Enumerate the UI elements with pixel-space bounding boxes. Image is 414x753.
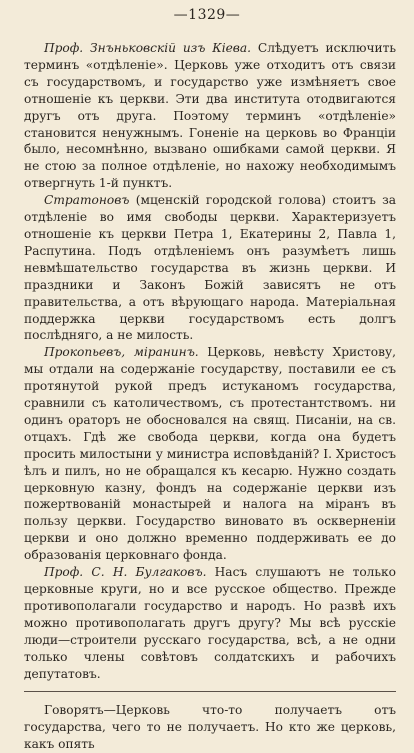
paragraph-zenkovsky xyxy=(24,40,396,192)
speaker-name: Стратоновъ xyxy=(44,193,130,208)
paragraph-bulgakov xyxy=(24,564,396,682)
separator-rule xyxy=(24,691,396,692)
paragraph-continuation xyxy=(24,702,396,753)
paragraph-text: Церковь, невѣсту Христову, мы отдали на содержаніе государству, поставили ее съ протянутой рукой предъ истуканомъ государства, сравнили съ католичествомъ, съ протестантствомъ. ни одинъ ораторъ не обосновался на свящ. Писаніи, на св. отцахъ. Гдѣ же свобода церкви, когда она будетъ просить милостыни у министра исповѣданій? I. Христосъ ѣлъ и пилъ, но не обращался къ кесарю. Нужно создать церковную казну, фондъ на содержаніе церкви изъ пожертвованій монастырей и налога на міранъ въ пользу церкви. Государство виновато въ оскверненіи церкви и оно должно временно поддерживать ее до образованія церковнаго фонда. xyxy=(24,345,396,563)
speaker-name: Проф. С. Н. Булгаковъ. xyxy=(44,565,207,580)
paragraph-text: Говорятъ—Церковь что-то получаетъ отъ государства, чего то не получаетъ. Но кто же церковь, какъ опять xyxy=(24,703,396,752)
paragraph-text: Насъ слушаютъ не только церковные круги, но и все русское общество. Прежде противополагали государство и народъ. Но развѣ ихъ можно противополагать другъ другу? Мы всѣ русскіе люди—строители русскаго государства, всѣ, а не одни только члены совѣтовъ солдатскихъ и рабочихъ депутатовъ. xyxy=(24,565,396,681)
paragraph-text: Слѣдуетъ исключить терминъ «отдѣленіе». Церковь уже отходитъ отъ связи съ государствомъ, и государство уже измѣняетъ свое отношеніе къ церкви. Эти два института отодвигаются другъ отъ друга. Поэтому терминъ «отдѣленіе» становится ненужнымъ. Гоненіе на церковь во Франціи было, несомнѣнно, вызвано ошибками самой церкви. Я не стою за полное отдѣленіе, но нахожу необходимымъ отвергнуть 1-й пунктъ. xyxy=(24,41,397,191)
page-number: —1329— xyxy=(173,7,241,23)
paragraph-stratonov xyxy=(24,192,396,344)
speaker-name: Проф. Знъньковскій изъ Кіева. xyxy=(44,41,252,55)
paragraph-text: (мценскій городской голова) стоитъ за отдѣленіе во имя свободы церкви. Характеризуетъ отношеніе къ церкви Петра 1, Екатерины 2, Павла 1, Распутина. Подъ отдѣленіемъ онъ разумѣетъ лишь невмѣшательство государства въ жизнь церкви. И праздники и Законъ Божій зависятъ не отъ правительства, а отъ вѣрующаго народа. Матеріальная поддержка церкви государствомъ есть долгъ послѣдняго, а не милость. xyxy=(24,193,397,343)
speaker-name: Прокопьевъ, міранинъ. xyxy=(44,345,199,360)
text-column xyxy=(24,40,396,753)
paragraph-prokopiev xyxy=(24,344,396,564)
